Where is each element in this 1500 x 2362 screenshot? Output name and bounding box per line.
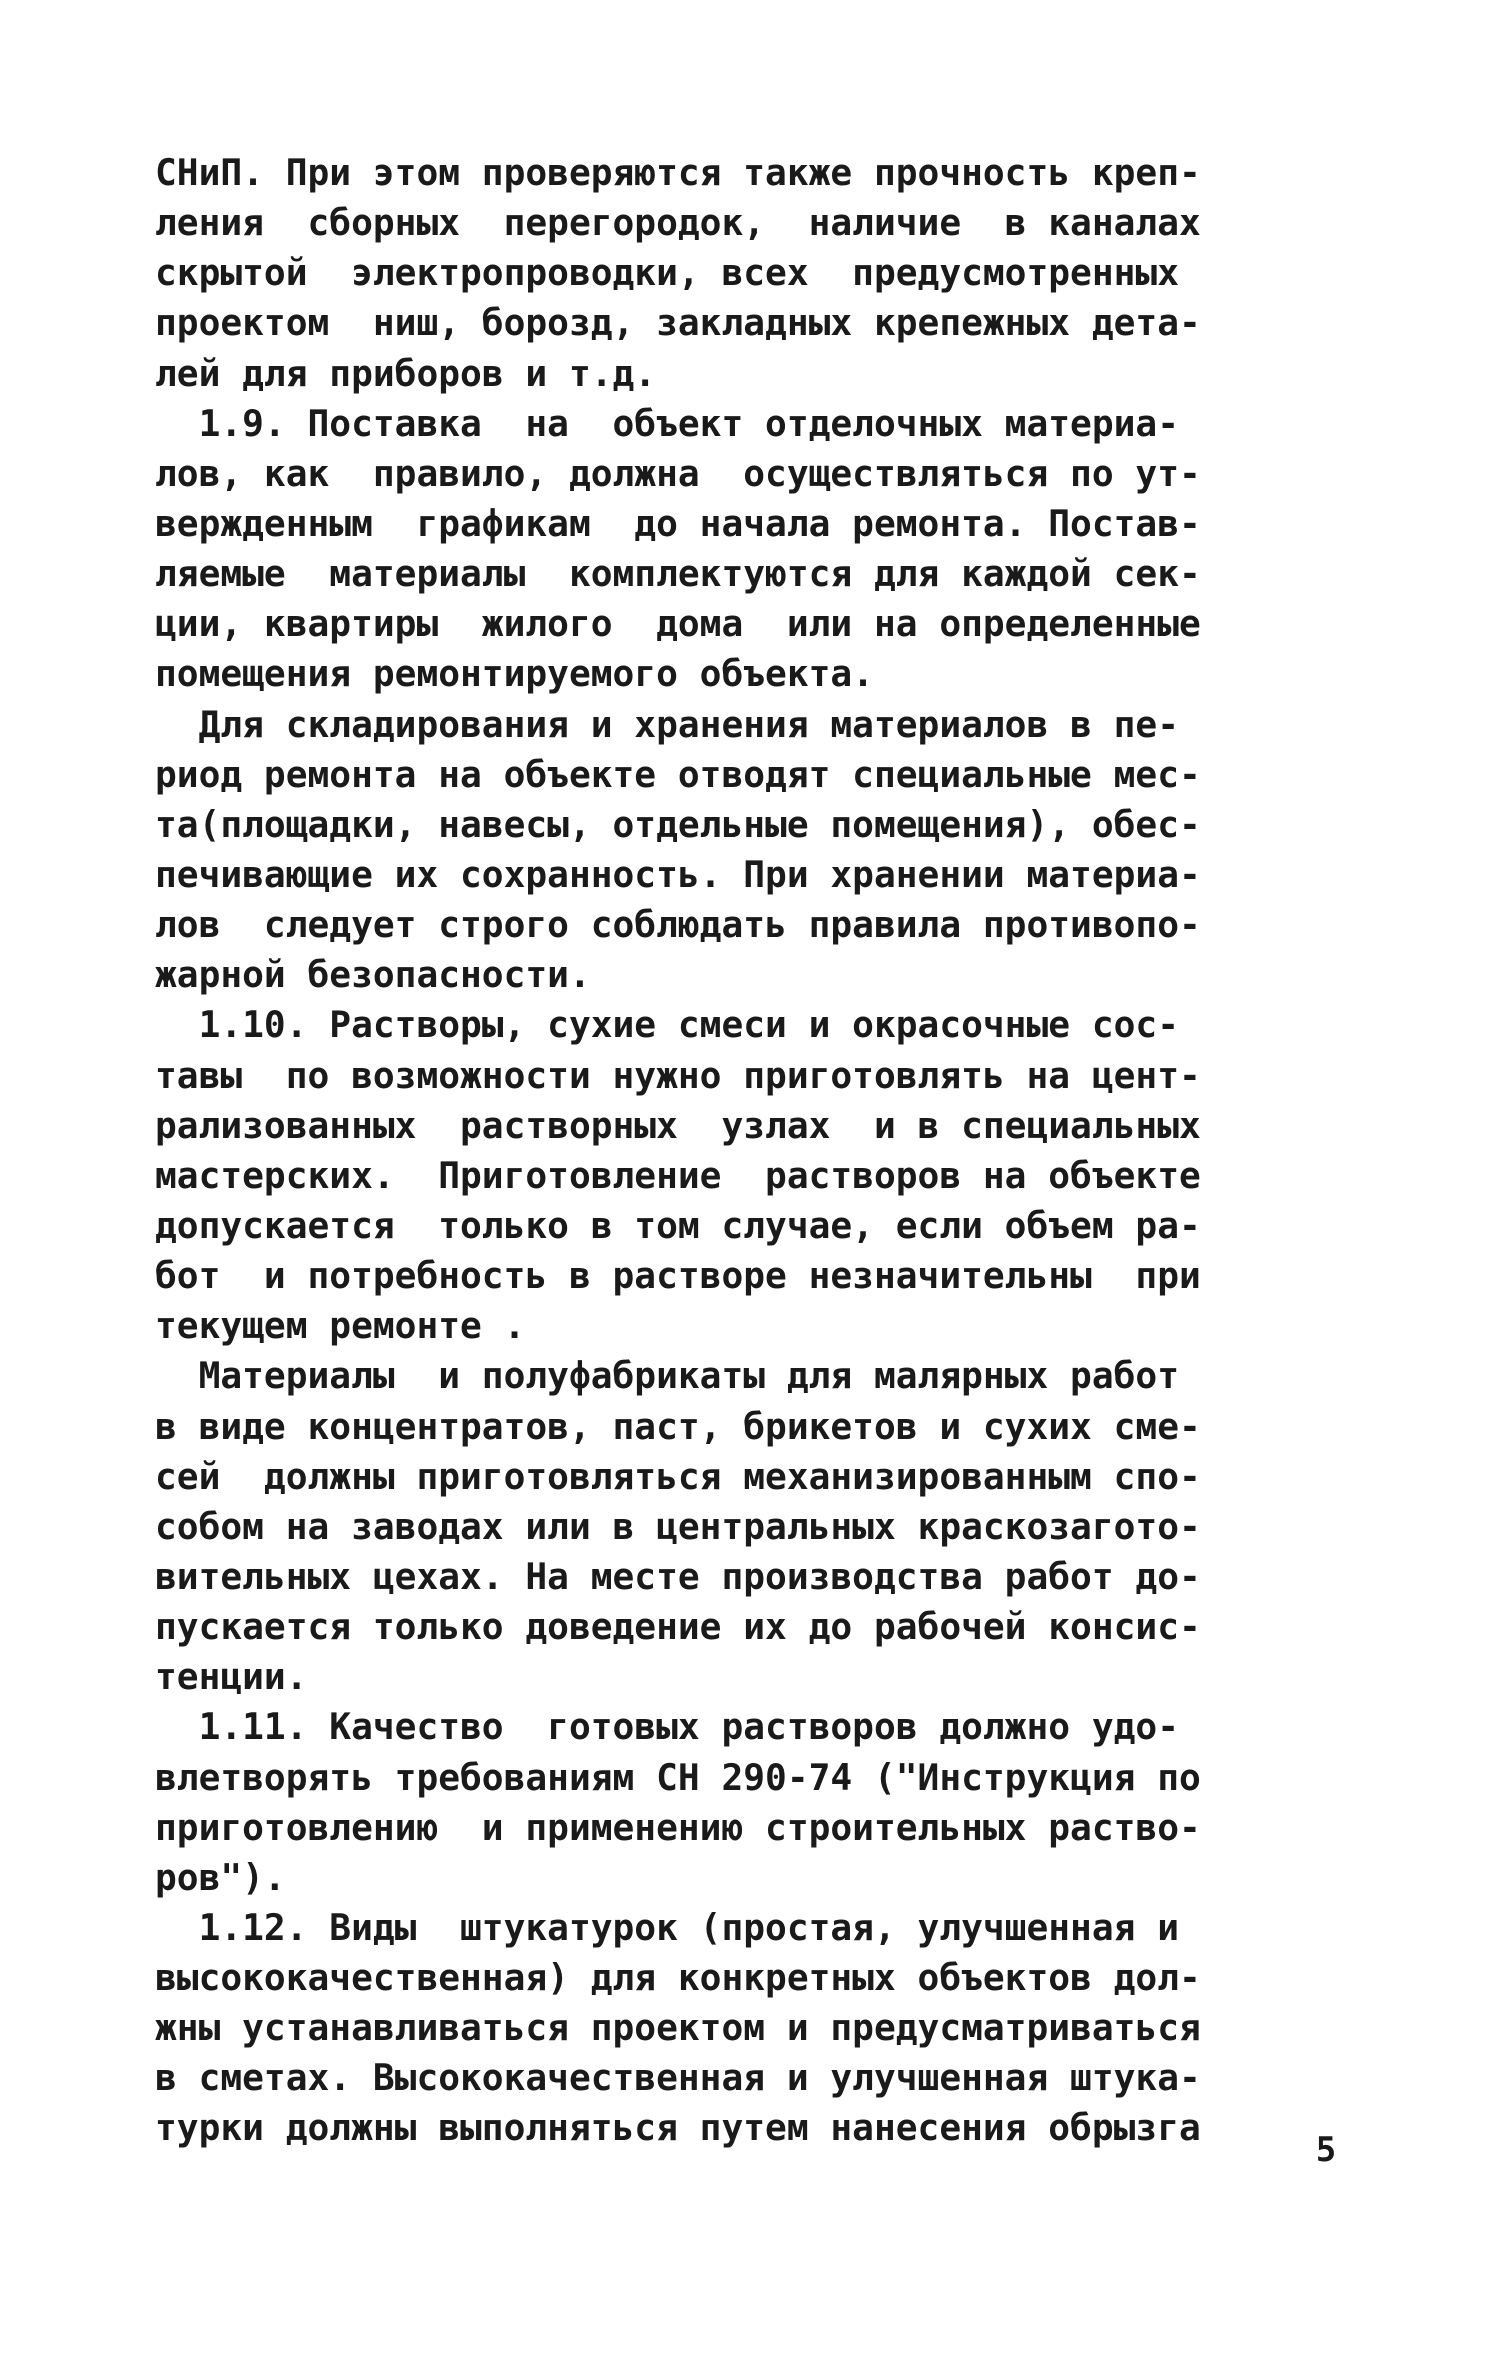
text-line: СНиП. При этом проверяются также прочность креп- bbox=[155, 151, 1201, 194]
text-line: влетворять требованиям СН 290-74 ("Инструкция по bbox=[155, 1755, 1201, 1799]
text-line: Материалы и полуфабрикаты для малярных работ bbox=[155, 1354, 1179, 1398]
text-line: лов, как правило, должна осуществляться по ут- bbox=[155, 451, 1201, 495]
text-line: ляемые материалы комплектуются для каждой сек- bbox=[155, 552, 1201, 596]
text-line: мастерских. Приготовление растворов на объекте bbox=[155, 1153, 1201, 1197]
page-number: 5 bbox=[1315, 2130, 1337, 2170]
text-line: та(площадки, навесы, отдельные помещения), обес- bbox=[155, 802, 1201, 846]
text-line: жарной безопасности. bbox=[155, 953, 591, 997]
text-line: собом на заводах или в центральных краскозагото- bbox=[155, 1504, 1201, 1548]
text-line: турки должны выполняться путем нанесения обрызга bbox=[155, 2106, 1201, 2150]
text-line: печивающие их сохранность. При хранении материа- bbox=[155, 852, 1201, 896]
text-line: вительных цехах. На месте производства работ до- bbox=[155, 1554, 1201, 1598]
text-line: в виде концентратов, паст, брикетов и сухих сме- bbox=[155, 1404, 1201, 1448]
text-line: помещения ремонтируемого объекта. bbox=[155, 652, 874, 696]
text-line: жны устанавливаться проектом и предусматриваться bbox=[155, 2006, 1201, 2050]
text-line: Для складирования и хранения материалов в пе- bbox=[155, 702, 1179, 746]
text-line: пускается только доведение их до рабочей консис- bbox=[155, 1605, 1201, 1649]
text-line: текущем ремонте . bbox=[155, 1304, 526, 1348]
text-line: риод ремонта на объекте отводят специальные мес- bbox=[155, 752, 1201, 796]
text-line: ров"). bbox=[155, 1855, 286, 1899]
text-line: вержденным графикам до начала ремонта. Постав- bbox=[155, 501, 1201, 545]
text-line: тавы по возможности нужно приготовлять на цент- bbox=[155, 1053, 1201, 1097]
text-line: лов следует строго соблюдать правила противопо- bbox=[155, 903, 1201, 947]
text-line: тенции. bbox=[155, 1655, 308, 1699]
text-line: скрытой электропроводки, всех предусмотренных bbox=[155, 251, 1179, 295]
text-line: проектом ниш, борозд, закладных крепежных дета- bbox=[155, 301, 1201, 345]
text-line: 1.9. Поставка на объект отделочных материа- bbox=[155, 401, 1179, 445]
text-line: приготовлению и применению строительных раство- bbox=[155, 1805, 1201, 1849]
text-line: ции, квартиры жилого дома или на определенные bbox=[155, 602, 1201, 646]
text-line: 1.12. Виды штукатурок (простая, улучшенная и bbox=[155, 1905, 1179, 1949]
body-text bbox=[155, 148, 1353, 2154]
text-line: ления сборных перегородок, наличие в каналах bbox=[155, 201, 1201, 245]
text-line: в сметах. Высококачественная и улучшенная штука- bbox=[155, 2056, 1201, 2100]
text-line: допускается только в том случае, если объем ра- bbox=[155, 1203, 1201, 1247]
text-line: высококачественная) для конкретных объектов дол- bbox=[155, 1956, 1201, 2000]
text-line: 1.11. Качество готовых растворов должно удо- bbox=[155, 1705, 1179, 1749]
text-line: лей для приборов и т.д. bbox=[155, 351, 657, 395]
text-line: сей должны приготовляться механизированным спо- bbox=[155, 1454, 1201, 1498]
text-line: рализованных растворных узлах и в специальных bbox=[155, 1103, 1201, 1147]
text-line: бот и потребность в растворе незначительны при bbox=[155, 1254, 1201, 1298]
text-line: 1.10. Растворы, сухие смеси и окрасочные сос- bbox=[155, 1003, 1179, 1047]
